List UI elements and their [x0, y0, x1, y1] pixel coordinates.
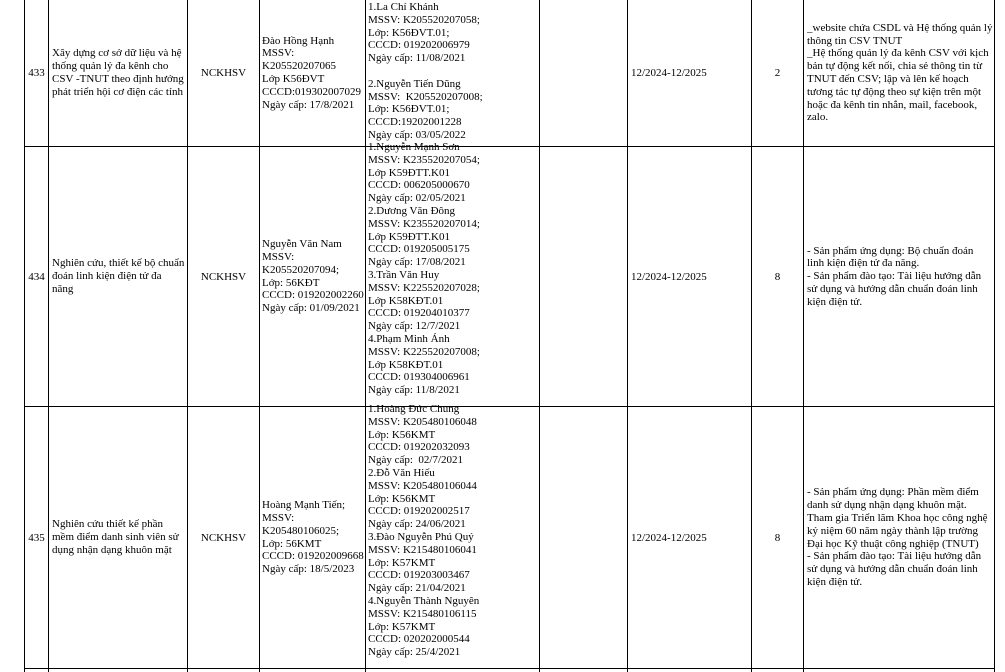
project-title: Xây dựng cơ sở dữ liệu và hệ thống quản lý đa kênh cho CSV -TNUT theo định hướng phát triển hội cơ điện các tỉnh — [52, 47, 184, 98]
lead-student: Hoàng Mạnh Tiến; MSSV: K205480106025; Lớp: 56KMT CCCD: 019202009668 Ngày cấp: 18/5/2023 — [262, 499, 364, 576]
project-type: NCKHSV — [200, 67, 247, 79]
column-divider — [803, 0, 804, 672]
project-period: 12/2024-12/2025 — [631, 67, 707, 79]
lead-student: Đào Hồng Hạnh MSSV: K205520207065 Lớp K56ĐVT CCCD:019302007029 Ngày cấp: 17/8/2021 — [262, 34, 362, 111]
expected-result: - Sản phẩm ứng dụng: Phần mềm điểm danh sử dụng nhận dạng khuôn mặt. Tham gia Triển lãm Khoa học công nghệ kỷ niệm 60 năm ngày thành lập trường Đại học Kỹ thuật công nghiệp (TNUT) - Sản phẩm đào tạo: Tài liệu hướng dẫn sử dụng và hướng dẫn chuẩn đoán linh kiện điện tử. — [807, 486, 988, 588]
member-list: 1.Nguyễn Mạnh Sơn MSSV: K235520207054; Lớp K59ĐTT.K01 CCCD: 006205000670 Ngày cấp: 02/05/2021 2.Dương Văn Đông MSSV: K235520207014; Lớp K59ĐTT.K01 CCCD: 019205005175 Ngày cấp: 17/08/2021 3.Trần Văn Huy MSSV: K225520207028; Lớp K58KĐT.01 CCCD: 019204010377 Ngày cấp: 12/7/2021 4.Phạm Minh Ánh MSSV: K225520207008; Lớp K58KĐT.01 CCCD: 019304006961 Ngày cấp: 11/8/2021 — [368, 141, 480, 397]
row-number: 434 — [28, 270, 45, 283]
column-divider — [994, 0, 995, 672]
column-divider — [365, 0, 366, 672]
member-list: 1.Hoàng Đức Chung MSSV: K205480106048 Lớp: K56KMT CCCD: 019202032093 Ngày cấp: 02/7/2021 2.Đỗ Văn Hiếu MSSV: K205480106044 Lớp: K56KMT CCCD: 019202002517 Ngày cấp: 24/06/2021 3.Đào Nguyễn Phú Quý MSSV: K215480106041 Lớp: K57KMT CCCD: 019203003467 Ngày cấp: 21/04/2021 4.Nguyễn Thành Nguyên MSSV: K215480106115 Lớp: K57KMT CCCD: 020202000544 Ngày cấp: 25/4/2021 — [368, 403, 480, 659]
column-divider — [627, 0, 628, 672]
project-period: 12/2024-12/2025 — [631, 531, 707, 544]
lead-student: Nguyễn Văn Nam MSSV: K205520207094; Lớp: 56KĐT CCCD: 019202002260 Ngày cấp: 01/09/2021 — [262, 238, 364, 315]
project-type: NCKHSV — [200, 531, 247, 544]
row-number: 433 — [28, 67, 45, 79]
project-period: 12/2024-12/2025 — [631, 270, 707, 283]
row-number: 435 — [28, 531, 45, 544]
row-divider — [24, 668, 995, 669]
member-count: 2 — [774, 67, 781, 79]
column-divider — [259, 0, 260, 672]
member-count: 8 — [774, 531, 781, 544]
project-type: NCKHSV — [200, 270, 247, 283]
project-title: Nghiên cứu, thiết kế bộ chuẩn đoán linh kiện điện tử đa năng — [52, 257, 185, 295]
member-list: 1.La Chí Khánh MSSV: K205520207058; Lớp: K56ĐVT.01; CCCD: 019202006979 Ngày cấp: 11/08/2021 2.Nguyễn Tiến Dũng MSSV: K205520207008; Lớp: K56ĐVT.01; CCCD:19202001228 Ngày cấp: 03/05/2022 — [368, 1, 483, 141]
project-title: Nghiên cứu thiết kế phần mềm điểm danh sinh viên sử dụng nhận dạng khuôn mặt — [52, 518, 179, 556]
member-count: 8 — [774, 270, 781, 283]
expected-result: _website chứa CSDL và Hệ thống quản lý thông tin CSV TNUT _Hệ thống quản lý đa kênh CSV với kịch bản tự động kết nối, chia sẻ thông tin từ TNUT đến CSV; lập và lên kế hoạch tương tác tự động theo sự kiện trên một hoặc đa kênh tin nhắn, mail, facebook, zalo. — [807, 21, 993, 124]
expected-result: - Sản phẩm ứng dụng: Bộ chuẩn đoán linh kiện điện tử đa năng. - Sản phẩm đào tạo: Tài liệu hướng dẫn sử dụng và hướng dẫn chuẩn đoán linh kiện điện tử. — [807, 244, 982, 308]
column-divider — [48, 0, 49, 672]
